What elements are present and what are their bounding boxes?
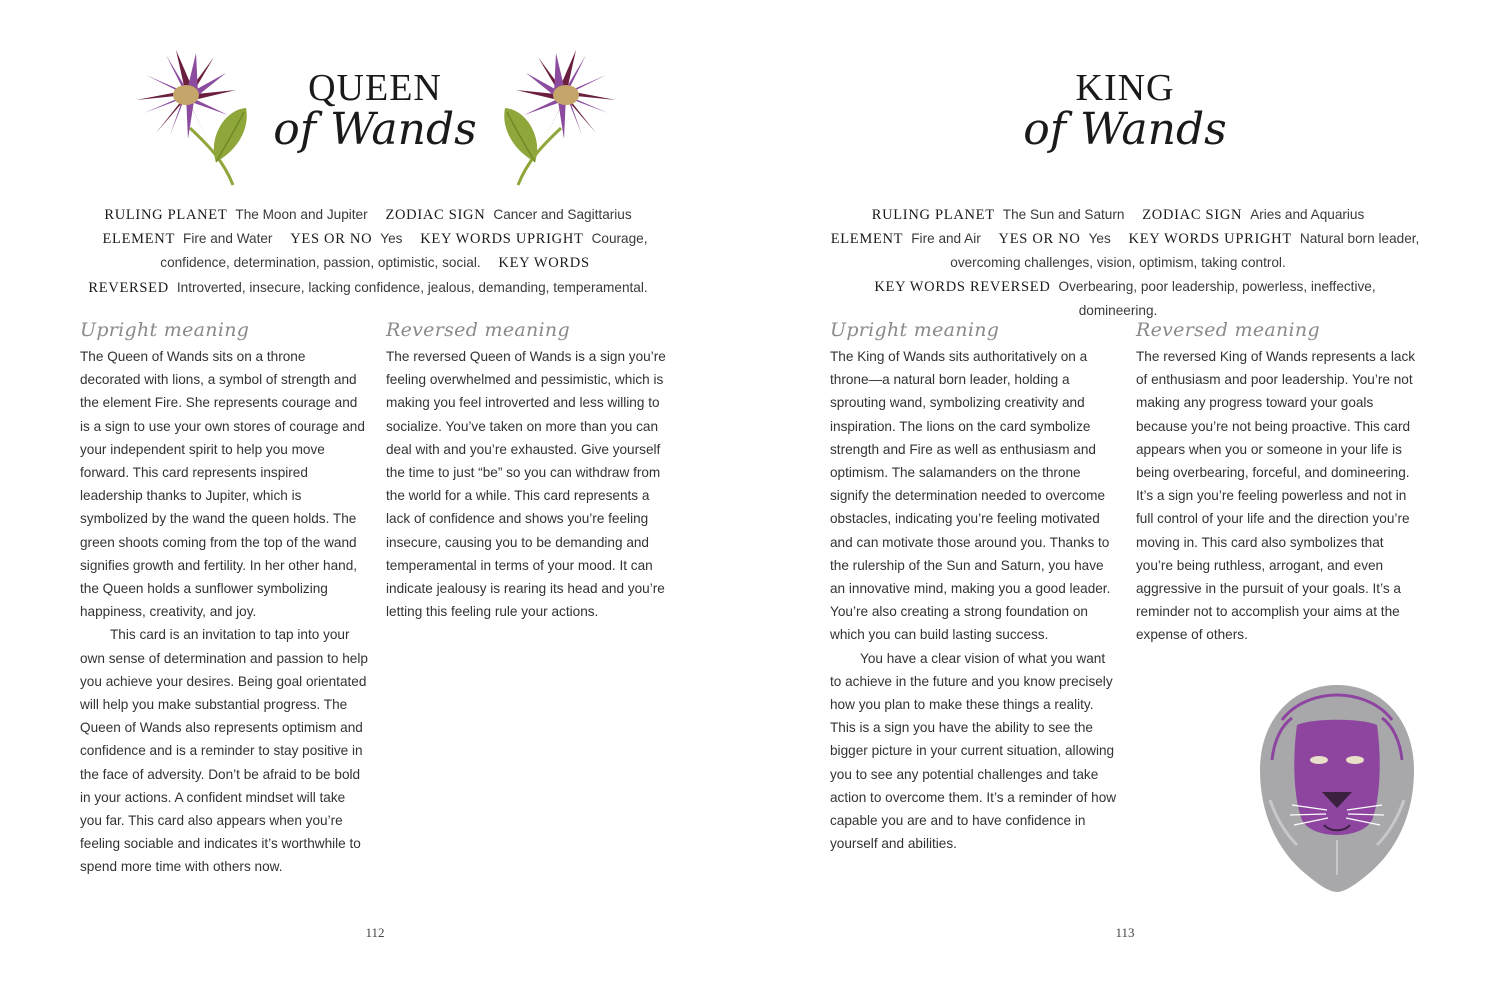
card-title: [750, 66, 1500, 156]
upright-heading: Upright meaning: [830, 319, 1000, 341]
upright-section: [80, 315, 368, 879]
attr-value: Aries and Aquarius: [1250, 207, 1365, 222]
lion-illustration: [1252, 680, 1422, 895]
reversed-section: [386, 315, 671, 623]
attr-key: YES OR NO: [290, 231, 373, 248]
card-title-suit: of Wands: [1023, 104, 1227, 155]
upright-paragraph: You have a clear vision of what you want to achieve in the future and you know precisely how you plan to make these things a reality. This is a sign you have the ability to see the bigger picture in your current situation, allowing you to see any potential challenges and take action to overcome them. It’s a reminder of how capable you are and to have confidence in yourself and abilities.: [830, 650, 1117, 852]
attr-value: The Sun and Saturn: [1002, 207, 1125, 222]
attr-key: RULING PLANET: [871, 207, 995, 223]
attr-value: Natural born leader, overcoming challenges, vision, optimism, taking control.: [950, 231, 1420, 271]
attr-key: KEY WORDS UPRIGHT: [420, 231, 584, 248]
attr-key: KEY WORDS REVERSED: [874, 278, 1051, 295]
reversed-paragraph: The reversed King of Wands represents a lack of enthusiasm and poor leadership. You’re not making any progress toward your goals because you’re not being proactive. This card appears when you or someone in your life is being overbearing, forceful, and domineering. It’s a sign you’re feeling powerless and not in full control of your life and the direction you’re moving in. This card also symbolizes that you’re being ruthless, arrogant, and even aggressive in the pursuit of your goals. It’s a reminder not to accomplish your aims at the expense of others.: [1136, 349, 1416, 643]
right-page: [750, 0, 1500, 985]
reversed-heading: Reversed meaning: [1136, 319, 1320, 341]
reversed-paragraph: The reversed Queen of Wands is a sign you’re feeling overwhelmed and pessimistic, which is making you feel introverted and less willing to socialize. You’ve taken on more than you can deal with and you’re exhausted. Give yourself the time to just “be” so you can withdraw from the world for a while. This card represents a lack of confidence and shows you’re feeling insecure, causing you to be demanding and temperamental in terms of your mood. It can indicate jealousy is rearing its head and you’re letting this feeling rule your actions.: [386, 349, 666, 620]
attr-value: Overbearing, poor leadership, powerless, ineffective, domineering.: [1058, 278, 1376, 318]
attr-value: Introverted, insecure, lacking confidence, jealous, demanding, temperamental.: [176, 279, 648, 295]
card-title: [0, 66, 750, 156]
attr-key: ELEMENT: [830, 231, 904, 248]
attr-key: RULING PLANET: [104, 207, 228, 223]
attr-value: The Moon and Jupiter: [235, 207, 368, 222]
page-number: 112: [365, 925, 385, 940]
attr-key: ZODIAC SIGN: [385, 207, 486, 223]
attr-key: KEY WORDS UPRIGHT: [1128, 231, 1292, 248]
attr-value: Yes: [380, 231, 403, 247]
attr-key: YES OR NO: [998, 231, 1081, 248]
upright-paragraph: The Queen of Wands sits on a throne decorated with lions, a symbol of strength and the element Fire. She represents courage and is a sign to use your own stores of courage and your independent spirit to help you move forward. This card represents inspired leadership thanks to Jupiter, which is symbolized by the wand the queen holds. The green shoots coming from the top of the wand signifies growth and fertility. In her other hand, the Queen holds a sunflower symbolizing happiness, creativity, and joy.: [80, 349, 365, 620]
reversed-section: [1136, 315, 1418, 647]
attr-value: Courage, confidence, determination, passion, optimistic, social.: [160, 231, 648, 271]
card-attributes: [80, 203, 670, 300]
attr-value: Fire and Water: [183, 231, 273, 247]
attr-key: ZODIAC SIGN: [1142, 207, 1243, 223]
card-title-suit: of Wands: [273, 104, 477, 155]
attr-key: ELEMENT: [102, 231, 176, 248]
attr-value: Cancer and Sagittarius: [493, 207, 632, 222]
attr-key: KEY WORDS REVERSED: [88, 255, 590, 296]
attr-value: Fire and Air: [911, 231, 981, 247]
attr-value: Yes: [1088, 231, 1111, 247]
page-number: 113: [1115, 925, 1135, 940]
upright-paragraph: This card is an invitation to tap into your own sense of determination and passion to help you achieve your desires. Being goal orientated will help you make substantial progress. The Queen of Wands also represents optimism and confidence and is a reminder to stay positive in the face of adversity. Don’t be afraid to be bold in your actions. A confident mindset will take you far. This card also appears when you’re feeling sociable and indicates it’s worthwhile to spend more time with others now.: [80, 627, 368, 875]
upright-paragraph: The King of Wands sits authoritatively on a throne—a natural born leader, holding a sprouting wand, symbolizing creativity and inspiration. The lions on the card symbolize strength and Fire as well as enthusiasm and optimism. The salamanders on the throne signify the determination needed to overcome obstacles, indicating you’re feeling motivated and can motivate those around you. Thanks to the rulership of the Sun and Saturn, you have an innovative mind, making you a good leader. You’re also creating a strong foundation on which you can build lasting success.: [830, 349, 1111, 643]
card-title-rank: KING: [1075, 67, 1175, 109]
card-attributes: [830, 203, 1420, 322]
reversed-heading: Reversed meaning: [386, 319, 570, 341]
card-title-rank: QUEEN: [308, 67, 442, 109]
upright-heading: Upright meaning: [80, 319, 250, 341]
upright-section: [830, 315, 1120, 855]
